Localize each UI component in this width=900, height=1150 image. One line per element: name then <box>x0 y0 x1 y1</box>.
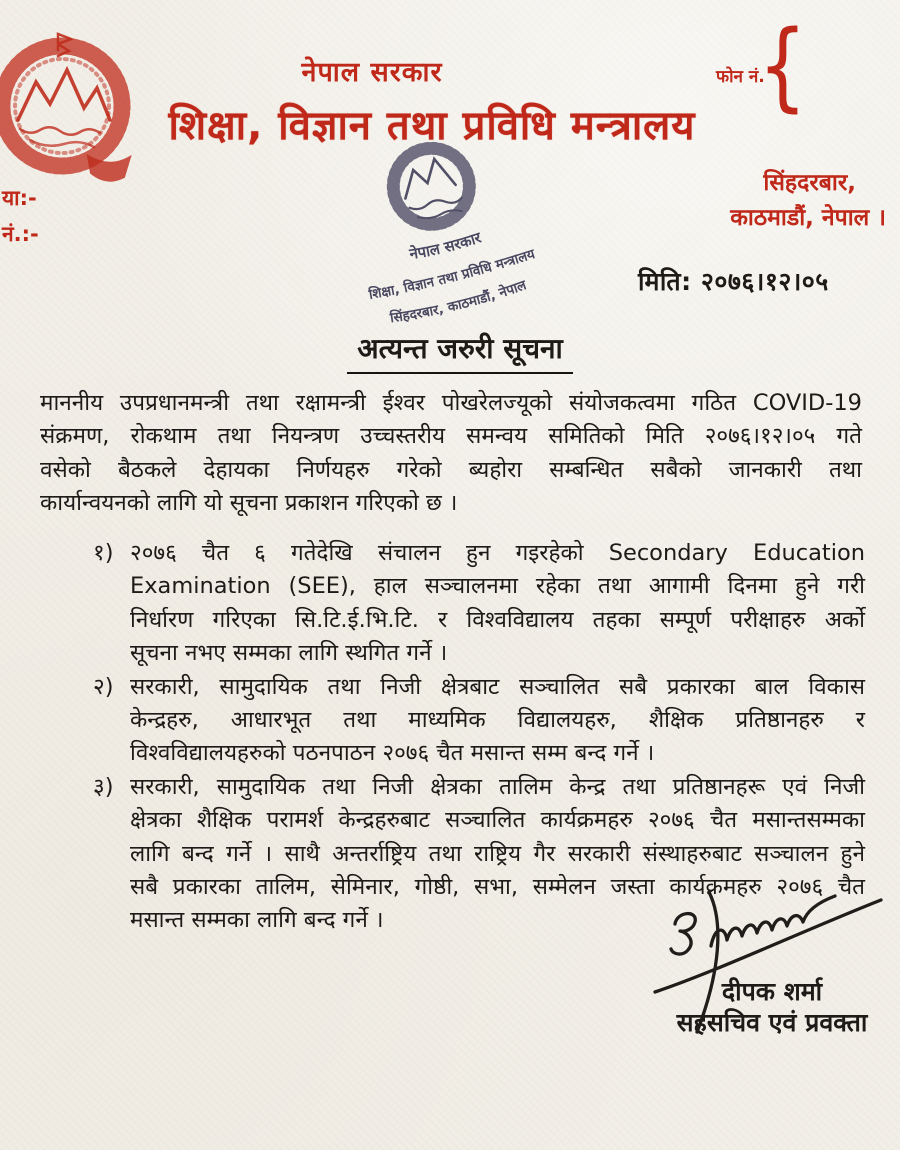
list-item <box>93 537 865 671</box>
phone-brace-glyph: { <box>758 10 807 122</box>
stamp-text-line3: सिंहदरबार, काठमाडौं, नेपाल <box>389 277 529 327</box>
item-line: सरकारी, सामुदायिक तथा निजी क्षेत्रबाट सञ्चालित सबै प्रकारका बाल विकास <box>130 673 865 700</box>
item-number: ३) <box>93 773 114 800</box>
item-line: सूचना नभए सम्मका लागि स्थगित गर्ने । <box>130 640 448 667</box>
item-line: विश्वविद्यालयहरुको पठनपाठन २०७६ चैत मसान्त सम्म बन्द गर्ने । <box>130 740 655 767</box>
government-title: नेपाल सरकार <box>301 57 443 88</box>
svg-text:नेपाल सरकार <box>406 228 485 265</box>
item-text <box>130 537 865 671</box>
handwritten-signature-icon <box>645 886 895 1038</box>
item-line: निर्धारण गरिएका सि.टि.ई.भि.टि. र विश्वविद्यालय तहका सम्पूर्ण परीक्षाहरु अर्को <box>130 606 865 633</box>
ref-number-label: या:- <box>2 186 37 210</box>
decision-list <box>93 537 865 938</box>
address-line-2: काठमाडौं, नेपाल । <box>730 205 886 231</box>
signatory-designation: सहसचिव एवं प्रवक्ता <box>676 1008 868 1037</box>
stamp-text-line2: शिक्षा, विज्ञान तथा प्रविधि मन्त्रालय <box>367 246 537 303</box>
item-line: Examination (SEE), हाल सञ्चालनमा रहेका तथा आगामी दिनमा हुने गरी <box>130 573 865 600</box>
ministry-title: शिक्षा, विज्ञान तथा प्रविधि मन्त्रालय <box>168 103 696 149</box>
intro-line: कार्यान्वयनको लागि यो सूचना प्रकाशन गरिएको छ । <box>40 490 458 517</box>
stamp-text-line1: नेपाल सरकार <box>408 228 484 264</box>
date-line: मिति: २०७६।१२।०५ <box>638 267 829 296</box>
item-line: क्षेत्रका शैक्षिक परामर्श केन्द्रहरुबाट सञ्चालित कार्यक्रमहरु २०७६ चैत मसान्तसम्मका <box>130 807 865 834</box>
list-item <box>93 671 865 771</box>
item-line: सरकारी, सामुदायिक तथा निजी क्षेत्रका तालिम केन्द्र तथा प्रतिष्ठानहरू एवं निजी <box>130 773 865 800</box>
ministry-address <box>600 166 886 236</box>
address-line-1: सिंहदरबार, <box>763 170 856 196</box>
item-line: केन्द्रहरु, आधारभूत तथा माध्यमिक विद्यालयहरु, शैक्षिक प्रतिष्ठानहरु र <box>130 707 865 734</box>
ministry-round-stamp-icon <box>282 132 612 332</box>
phone-number-label: फोन नं. <box>716 67 765 87</box>
notice-title-wrap <box>30 329 890 374</box>
notice-title: अत्यन्त जरुरी सूचना <box>347 329 573 374</box>
item-number: १) <box>93 540 114 566</box>
item-line: मसान्त सम्मका लागि बन्द गर्ने । <box>130 907 384 934</box>
item-line: लागि बन्द गर्ने । साथै अन्तर्राष्ट्रिय तथा राष्ट्रिय गैर सरकारी संस्थाहरुबाट सञ्चालन हुने <box>130 840 865 867</box>
intro-line: माननीय उपप्रधानमन्त्री तथा रक्षामन्त्री ईश्वर पोखरेलज्यूको संयोजकत्वमा गठित COVID-19 <box>40 390 862 416</box>
intro-paragraph <box>40 387 862 521</box>
dispatch-number-label: नं.:- <box>2 222 39 246</box>
item-line: २०७६ चैत ६ गतेदेखि संचालन हुन गइरहेको Secondary Education <box>130 540 865 566</box>
intro-line: संक्रमण, रोकथाम तथा नियन्त्रण उच्चस्तरीय समन्वय समितिको मिति २०७६।१२।०५ गते <box>40 423 862 450</box>
signatory-name: दीपक शर्मा <box>721 977 823 1006</box>
item-number: २) <box>93 673 114 700</box>
intro-line: वसेको बैठकले देहायका निर्णयहरु गरेको ब्यहोरा सम्बन्धित सबैको जानकारी तथा <box>40 456 862 483</box>
item-line: सबै प्रकारका तालिम, सेमिनार, गोष्ठी, सभा, सम्मेलन जस्ता कार्यक्रमहरु २०७६ चैत <box>130 874 865 901</box>
item-text <box>130 671 865 771</box>
